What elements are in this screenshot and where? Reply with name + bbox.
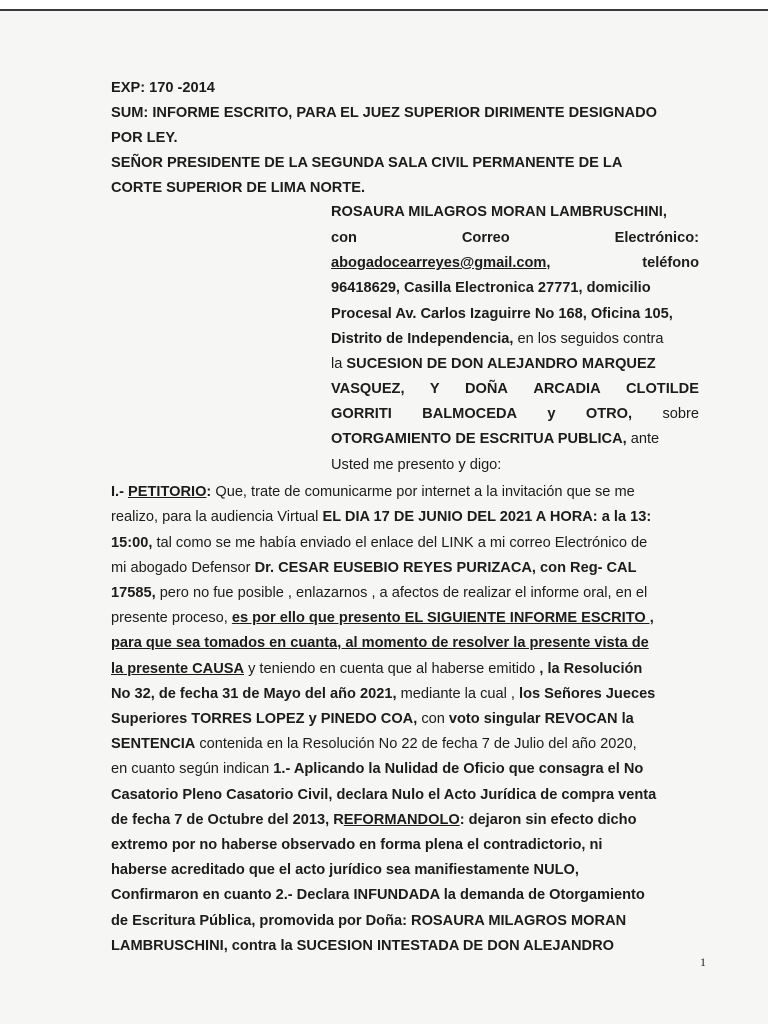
intro-line-10-rest: ante [626, 431, 660, 447]
intro-line-7 [331, 355, 656, 373]
hearing-date: EL DIA 17 DE JUNIO DEL 2021 A HORA: a la 13: [322, 509, 652, 525]
reformando: EFORMANDOLO [343, 812, 460, 828]
judges-names: Superiores TORRES LOPEZ y PINEDO COA, [111, 711, 418, 727]
intro-line-7-lead: la [331, 356, 347, 372]
word: DOÑA [464, 381, 508, 397]
resolution: , la Resolución [539, 661, 643, 677]
emphasis: la presente CAUSA [111, 661, 245, 677]
word-correo: Correo [461, 230, 510, 246]
word: OTRO, [585, 406, 633, 422]
sumilla-line-2: POR LEY. [111, 130, 178, 146]
word: y [547, 406, 556, 422]
text: pero no fue posible , enlazarnos , a afectos de realizar el informe oral, en el [155, 585, 648, 601]
text: de fecha 7 de Octubre del 2013, R [111, 812, 344, 828]
defendant-1: SUCESION DE DON ALEJANDRO MARQUEZ [346, 356, 656, 372]
word: CLOTILDE [625, 381, 699, 397]
body-line-9 [111, 685, 655, 703]
body-line-17: Confirmaron en cuanto 2.- Declara INFUNDADA la demanda de Otorgamiento [111, 887, 645, 903]
vote: voto singular REVOCAN la [448, 711, 634, 727]
colon: : [206, 484, 212, 500]
body-line-1 [111, 483, 635, 501]
text: contenida en la Resolución No 22 de fecha 7 de Julio del año 2020, [195, 736, 637, 752]
district: Distrito de Independencia, [331, 331, 514, 347]
email-group [331, 254, 550, 272]
text: mediante la cual , [396, 686, 520, 702]
text: realizo, para la audiencia Virtual [111, 509, 323, 525]
text: presente proceso, [111, 610, 232, 626]
body-line-18: de Escritura Pública, promovida por Doña: ROSAURA MILAGROS MORAN [111, 913, 627, 929]
addressee-line-2: CORTE SUPERIOR DE LIMA NORTE. [111, 180, 366, 196]
intro-line-8 [331, 380, 699, 398]
word: Y [429, 381, 440, 397]
petitioner-name: ROSAURA MILAGROS MORAN LAMBRUSCHINI, [331, 204, 667, 220]
text: : dejaron sin efecto dicho [459, 812, 637, 828]
body-line-10 [111, 710, 634, 728]
judges: los Señores Jueces [519, 686, 656, 702]
body-line-6 [111, 609, 654, 627]
intro-line-9 [331, 405, 699, 423]
word: sobre [662, 406, 699, 422]
hearing-time: 15:00, [111, 535, 153, 551]
intro-line-5: Procesal Av. Carlos Izaguirre No 168, Oficina 105, [331, 306, 673, 322]
body-line-15: extremo por no haberse observado en forma plena el contradictorio, ni [111, 837, 603, 853]
section-title: PETITORIO [128, 484, 207, 500]
point-1: 1.- Aplicando la Nulidad de Oficio que consagra el No [273, 761, 644, 777]
email-comma: , [546, 255, 551, 271]
sumilla-line-1: SUM: INFORME ESCRITO, PARA EL JUEZ SUPERIOR DIRIMENTE DESIGNADO [111, 105, 657, 121]
body-line-16: haberse acreditado que el acto jurídico sea manifiestamente NULO, [111, 862, 579, 878]
text: mi abogado Defensor [111, 560, 255, 576]
word-con: con [331, 230, 357, 246]
email-link: abogadocearreyes@gmail.com [331, 255, 547, 271]
sentencia: SENTENCIA [111, 736, 196, 752]
case-subject: OTORGAMIENTO DE ESCRITUA PUBLICA, [331, 431, 627, 447]
intro-line-6 [331, 330, 664, 348]
text: tal como se me había enviado el enlace del LINK a mi correo Electrónico de [152, 535, 648, 551]
intro-line-6-rest: en los seguidos contra [513, 331, 664, 347]
emphasis: es por ello que presento EL SIGUIENTE INFORME ESCRITO , [231, 610, 654, 626]
body-line-14 [111, 811, 637, 829]
addressee-text: SEÑOR PRESIDENTE DE LA SEGUNDA SALA CIVIL PERMANENTE DE LA [111, 155, 623, 171]
body-line-11 [111, 735, 637, 753]
body-line-13: Casatorio Pleno Casatorio Civil, declara Nulo el Acto Jurídica de compra venta [111, 787, 657, 803]
intro-line-11: Usted me presento y digo: [331, 457, 502, 473]
addressee-line-1 [111, 154, 699, 172]
word: ARCADIA [533, 381, 601, 397]
intro-line-4: 96418629, Casilla Electronica 27771, domicilio [331, 280, 651, 296]
word-telefono: teléfono [642, 255, 699, 271]
intro-line-10 [331, 430, 659, 448]
body-line-8 [111, 660, 642, 678]
page-number: 1 [700, 955, 706, 969]
expediente-number: EXP: 170 -2014 [111, 80, 215, 96]
body-line-7: para que sea tomados en cuanta, al momento de resolver la presente vista de [111, 635, 649, 651]
intro-line-2 [331, 229, 699, 247]
attorney-name: Dr. CESAR EUSEBIO REYES PURIZACA, con Reg- CAL [254, 560, 637, 576]
text: con [417, 711, 449, 727]
intro-line-3 [331, 254, 699, 272]
body-line-4 [111, 559, 637, 577]
body-line-5 [111, 584, 647, 602]
resolution-date: No 32, de fecha 31 de Mayo del año 2021, [111, 686, 397, 702]
body-line-19: LAMBRUSCHINI, contra la SUCESION INTESTADA DE DON ALEJANDRO [111, 938, 614, 954]
word: GORRITI [331, 406, 392, 422]
text: en cuanto según indican [111, 761, 274, 777]
word: VASQUEZ, [331, 381, 405, 397]
body-line-3 [111, 534, 647, 552]
registration: 17585, [111, 585, 156, 601]
section-number: I.- [111, 484, 129, 500]
text: Que, trate de comunicarme por internet a la invitación que se me [211, 484, 635, 500]
body-line-12 [111, 760, 643, 778]
body-line-2 [111, 508, 651, 526]
word: BALMOCEDA [422, 406, 518, 422]
word-electronico: Electrónico: [614, 230, 699, 246]
text: y teniendo en cuenta que al haberse emitido [244, 661, 540, 677]
